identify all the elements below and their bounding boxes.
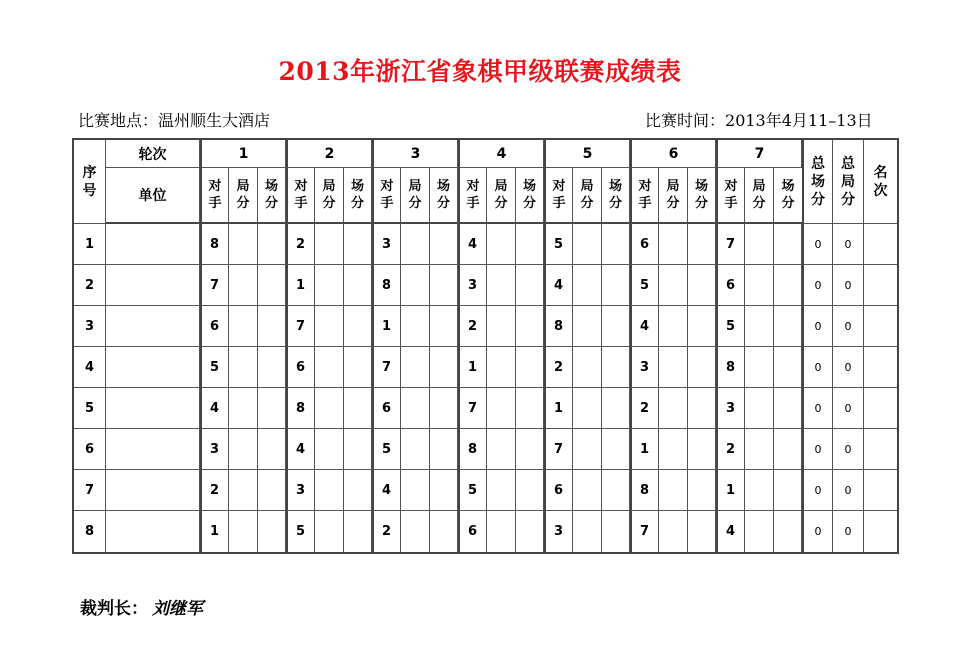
row-game-points	[315, 306, 344, 347]
row-game-points	[659, 511, 688, 552]
row-game-points	[315, 265, 344, 306]
row-opponent: 2	[458, 306, 487, 347]
row-match-points	[344, 470, 372, 511]
row-total-game: 0	[833, 388, 864, 429]
row-opponent: 6	[630, 224, 659, 265]
header-rank	[864, 140, 897, 224]
row-match-points	[516, 306, 544, 347]
header-match-points-label: 场分	[522, 179, 536, 211]
row-game-points	[315, 470, 344, 511]
row-game-points	[487, 511, 516, 552]
row-seq: 8	[74, 511, 106, 552]
row-match-points	[258, 347, 286, 388]
row-match-points	[774, 511, 802, 552]
row-match-points	[344, 429, 372, 470]
row-match-points	[258, 224, 286, 265]
row-opponent: 6	[200, 306, 229, 347]
row-opponent: 5	[544, 224, 573, 265]
table-row	[74, 511, 897, 552]
venue-line	[78, 108, 270, 131]
row-opponent: 1	[372, 306, 401, 347]
row-opponent: 4	[716, 511, 745, 552]
row-rank	[864, 265, 897, 306]
header-total-game-label: 总局分	[840, 155, 855, 208]
row-unit	[106, 347, 200, 388]
row-total-match: 0	[802, 388, 833, 429]
row-rank	[864, 511, 897, 552]
header-game-points	[659, 168, 688, 224]
row-match-points	[688, 388, 716, 429]
row-game-points	[229, 224, 258, 265]
row-opponent: 2	[286, 224, 315, 265]
row-rank	[864, 306, 897, 347]
row-game-points	[659, 470, 688, 511]
row-game-points	[487, 347, 516, 388]
row-seq: 5	[74, 388, 106, 429]
row-game-points	[573, 511, 602, 552]
header-opponent	[544, 168, 573, 224]
row-game-points	[229, 429, 258, 470]
header-round-2: 2	[286, 140, 372, 168]
row-match-points	[516, 347, 544, 388]
row-opponent: 8	[716, 347, 745, 388]
header-match-points	[774, 168, 802, 224]
row-total-game: 0	[833, 224, 864, 265]
header-game-points	[315, 168, 344, 224]
row-match-points	[258, 265, 286, 306]
header-match-points	[430, 168, 458, 224]
row-match-points	[688, 429, 716, 470]
row-unit	[106, 429, 200, 470]
row-match-points	[774, 224, 802, 265]
row-rank	[864, 429, 897, 470]
row-match-points	[344, 511, 372, 552]
row-game-points	[315, 429, 344, 470]
row-opponent: 4	[200, 388, 229, 429]
row-match-points	[430, 347, 458, 388]
row-game-points	[745, 265, 774, 306]
row-game-points	[487, 429, 516, 470]
row-opponent: 4	[372, 470, 401, 511]
row-match-points	[516, 429, 544, 470]
row-match-points	[774, 306, 802, 347]
row-opponent: 7	[286, 306, 315, 347]
page-title: 2013年浙江省象棋甲级联赛成绩表	[278, 57, 682, 86]
header-game-points-label: 局分	[666, 179, 680, 211]
header-opponent-label: 对手	[208, 179, 222, 211]
row-match-points	[602, 347, 630, 388]
row-opponent: 6	[286, 347, 315, 388]
row-game-points	[573, 470, 602, 511]
row-opponent: 6	[544, 470, 573, 511]
row-opponent: 7	[200, 265, 229, 306]
header-game-points	[573, 168, 602, 224]
row-opponent: 2	[630, 388, 659, 429]
header-match-points	[688, 168, 716, 224]
header-opponent-label: 对手	[294, 179, 308, 211]
row-game-points	[315, 511, 344, 552]
row-match-points	[430, 511, 458, 552]
row-opponent: 1	[716, 470, 745, 511]
row-match-points	[774, 388, 802, 429]
header-round-4: 4	[458, 140, 544, 168]
row-match-points	[688, 306, 716, 347]
row-opponent: 7	[458, 388, 487, 429]
row-game-points	[229, 388, 258, 429]
row-opponent: 7	[544, 429, 573, 470]
header-seq-label: 序号	[82, 164, 97, 199]
row-match-points	[258, 388, 286, 429]
row-opponent: 4	[286, 429, 315, 470]
header-opponent-label: 对手	[724, 179, 738, 211]
header-game-points	[745, 168, 774, 224]
header-opponent-label: 对手	[552, 179, 566, 211]
row-seq: 1	[74, 224, 106, 265]
row-game-points	[229, 347, 258, 388]
row-opponent: 8	[458, 429, 487, 470]
row-opponent: 8	[286, 388, 315, 429]
row-opponent: 6	[716, 265, 745, 306]
row-game-points	[745, 470, 774, 511]
row-match-points	[774, 429, 802, 470]
header-match-points	[602, 168, 630, 224]
row-opponent: 1	[544, 388, 573, 429]
row-game-points	[487, 224, 516, 265]
header-total-match	[802, 140, 833, 224]
table-row	[74, 429, 897, 470]
row-opponent: 4	[458, 224, 487, 265]
row-opponent: 7	[372, 347, 401, 388]
row-unit	[106, 306, 200, 347]
header-opponent	[458, 168, 487, 224]
row-match-points	[430, 470, 458, 511]
time-value: 2013年4月11–13日	[725, 111, 873, 130]
header-rank-label: 名次	[873, 164, 888, 199]
header-match-points	[516, 168, 544, 224]
row-opponent: 3	[544, 511, 573, 552]
row-match-points	[344, 224, 372, 265]
row-game-points	[315, 347, 344, 388]
row-match-points	[258, 511, 286, 552]
row-game-points	[401, 429, 430, 470]
referee-label: 裁判长：	[80, 599, 148, 619]
header-opponent-label: 对手	[380, 179, 394, 211]
row-opponent: 8	[630, 470, 659, 511]
table-row	[74, 388, 897, 429]
row-match-points	[430, 388, 458, 429]
row-total-match: 0	[802, 470, 833, 511]
row-opponent: 3	[458, 265, 487, 306]
header-game-points	[487, 168, 516, 224]
row-total-match: 0	[802, 511, 833, 552]
row-match-points	[516, 388, 544, 429]
row-match-points	[430, 265, 458, 306]
row-game-points	[401, 265, 430, 306]
row-game-points	[659, 224, 688, 265]
header-total-game	[833, 140, 864, 224]
row-total-match: 0	[802, 265, 833, 306]
row-game-points	[401, 306, 430, 347]
row-game-points	[573, 429, 602, 470]
table-row	[74, 470, 897, 511]
row-opponent: 2	[716, 429, 745, 470]
header-game-points-label: 局分	[408, 179, 422, 211]
row-game-points	[229, 306, 258, 347]
row-seq: 3	[74, 306, 106, 347]
row-opponent: 7	[630, 511, 659, 552]
row-unit	[106, 265, 200, 306]
row-match-points	[258, 306, 286, 347]
row-match-points	[602, 511, 630, 552]
table-row	[74, 265, 897, 306]
header-game-points-label: 局分	[322, 179, 336, 211]
row-match-points	[774, 265, 802, 306]
row-game-points	[659, 265, 688, 306]
row-game-points	[573, 224, 602, 265]
row-opponent: 1	[286, 265, 315, 306]
row-game-points	[401, 470, 430, 511]
row-match-points	[430, 224, 458, 265]
row-opponent: 8	[372, 265, 401, 306]
header-match-points	[258, 168, 286, 224]
header-game-points	[229, 168, 258, 224]
row-match-points	[602, 265, 630, 306]
row-opponent: 8	[544, 306, 573, 347]
header-match-points-label: 场分	[781, 179, 795, 211]
row-game-points	[659, 429, 688, 470]
header-round-3: 3	[372, 140, 458, 168]
row-game-points	[229, 511, 258, 552]
table-row	[74, 347, 897, 388]
row-total-match: 0	[802, 429, 833, 470]
row-opponent: 3	[286, 470, 315, 511]
row-game-points	[401, 347, 430, 388]
row-game-points	[229, 470, 258, 511]
row-opponent: 5	[458, 470, 487, 511]
time-line	[645, 108, 873, 131]
row-game-points	[745, 224, 774, 265]
header-match-points-label: 场分	[694, 179, 708, 211]
row-opponent: 2	[200, 470, 229, 511]
row-match-points	[688, 224, 716, 265]
row-opponent: 5	[372, 429, 401, 470]
row-match-points	[688, 511, 716, 552]
row-game-points	[401, 511, 430, 552]
row-match-points	[602, 306, 630, 347]
row-total-game: 0	[833, 306, 864, 347]
row-total-game: 0	[833, 265, 864, 306]
row-match-points	[602, 224, 630, 265]
row-rank	[864, 388, 897, 429]
row-unit	[106, 388, 200, 429]
header-game-points	[401, 168, 430, 224]
row-match-points	[774, 470, 802, 511]
header-round-6: 6	[630, 140, 716, 168]
row-opponent: 3	[630, 347, 659, 388]
header-round-7: 7	[716, 140, 802, 168]
row-opponent: 5	[200, 347, 229, 388]
row-opponent: 2	[544, 347, 573, 388]
row-game-points	[745, 511, 774, 552]
row-seq: 6	[74, 429, 106, 470]
venue-value: 温州顺生大酒店	[158, 111, 271, 130]
header-game-points-label: 局分	[752, 179, 766, 211]
row-game-points	[315, 224, 344, 265]
row-opponent: 6	[372, 388, 401, 429]
row-match-points	[430, 429, 458, 470]
row-game-points	[315, 388, 344, 429]
row-opponent: 5	[716, 306, 745, 347]
row-total-game: 0	[833, 470, 864, 511]
row-match-points	[430, 306, 458, 347]
row-game-points	[659, 347, 688, 388]
row-match-points	[258, 429, 286, 470]
row-opponent: 3	[372, 224, 401, 265]
row-opponent: 3	[716, 388, 745, 429]
row-game-points	[573, 388, 602, 429]
row-opponent: 4	[630, 306, 659, 347]
row-seq: 4	[74, 347, 106, 388]
row-opponent: 5	[286, 511, 315, 552]
results-table	[72, 138, 899, 554]
row-game-points	[573, 347, 602, 388]
referee-line	[80, 594, 203, 619]
row-game-points	[487, 388, 516, 429]
table-row	[74, 306, 897, 347]
row-total-game: 0	[833, 347, 864, 388]
header-match-points-label: 场分	[608, 179, 622, 211]
header-opponent	[372, 168, 401, 224]
row-game-points	[401, 388, 430, 429]
row-opponent: 7	[716, 224, 745, 265]
header-opponent-label: 对手	[466, 179, 480, 211]
row-opponent: 5	[630, 265, 659, 306]
header-total-match-label: 总场分	[810, 155, 825, 208]
header-opponent	[286, 168, 315, 224]
header-round: 轮次	[106, 140, 200, 168]
row-opponent: 1	[458, 347, 487, 388]
row-match-points	[258, 470, 286, 511]
row-rank	[864, 224, 897, 265]
row-game-points	[487, 265, 516, 306]
row-seq: 7	[74, 470, 106, 511]
row-opponent: 1	[630, 429, 659, 470]
row-total-match: 0	[802, 306, 833, 347]
row-opponent: 1	[200, 511, 229, 552]
row-game-points	[745, 306, 774, 347]
row-unit	[106, 224, 200, 265]
row-game-points	[487, 470, 516, 511]
header-game-points-label: 局分	[580, 179, 594, 211]
row-rank	[864, 347, 897, 388]
row-opponent: 6	[458, 511, 487, 552]
row-match-points	[516, 265, 544, 306]
row-unit	[106, 511, 200, 552]
header-seq	[74, 140, 106, 224]
row-match-points	[516, 511, 544, 552]
row-opponent: 3	[200, 429, 229, 470]
row-opponent: 4	[544, 265, 573, 306]
row-unit	[106, 470, 200, 511]
row-match-points	[688, 470, 716, 511]
row-game-points	[487, 306, 516, 347]
row-game-points	[229, 265, 258, 306]
row-total-game: 0	[833, 429, 864, 470]
row-match-points	[602, 429, 630, 470]
row-match-points	[602, 388, 630, 429]
header-opponent	[200, 168, 229, 224]
header-round-1: 1	[200, 140, 286, 168]
header-round-5: 5	[544, 140, 630, 168]
row-game-points	[659, 306, 688, 347]
row-game-points	[401, 224, 430, 265]
row-opponent: 8	[200, 224, 229, 265]
header-match-points-label: 场分	[264, 179, 278, 211]
header-game-points-label: 局分	[236, 179, 250, 211]
row-seq: 2	[74, 265, 106, 306]
row-game-points	[745, 347, 774, 388]
row-match-points	[344, 347, 372, 388]
row-rank	[864, 470, 897, 511]
venue-label: 比赛地点：	[78, 111, 159, 130]
time-label: 比赛时间：	[645, 111, 726, 130]
row-opponent: 2	[372, 511, 401, 552]
row-total-match: 0	[802, 224, 833, 265]
row-match-points	[688, 347, 716, 388]
header-match-points	[344, 168, 372, 224]
row-match-points	[344, 306, 372, 347]
row-match-points	[516, 470, 544, 511]
row-total-match: 0	[802, 347, 833, 388]
row-game-points	[659, 388, 688, 429]
header-match-points-label: 场分	[436, 179, 450, 211]
row-game-points	[573, 306, 602, 347]
header-opponent	[630, 168, 659, 224]
header-game-points-label: 局分	[494, 179, 508, 211]
row-game-points	[745, 429, 774, 470]
header-opponent	[716, 168, 745, 224]
referee-signature: 刘继军	[152, 599, 203, 619]
row-match-points	[602, 470, 630, 511]
row-game-points	[745, 388, 774, 429]
row-total-game: 0	[833, 511, 864, 552]
row-match-points	[774, 347, 802, 388]
row-match-points	[516, 224, 544, 265]
row-match-points	[344, 388, 372, 429]
row-game-points	[573, 265, 602, 306]
row-match-points	[688, 265, 716, 306]
table-row	[74, 224, 897, 265]
header-opponent-label: 对手	[638, 179, 652, 211]
row-match-points	[344, 265, 372, 306]
header-unit: 单位	[106, 168, 200, 224]
header-match-points-label: 场分	[350, 179, 364, 211]
